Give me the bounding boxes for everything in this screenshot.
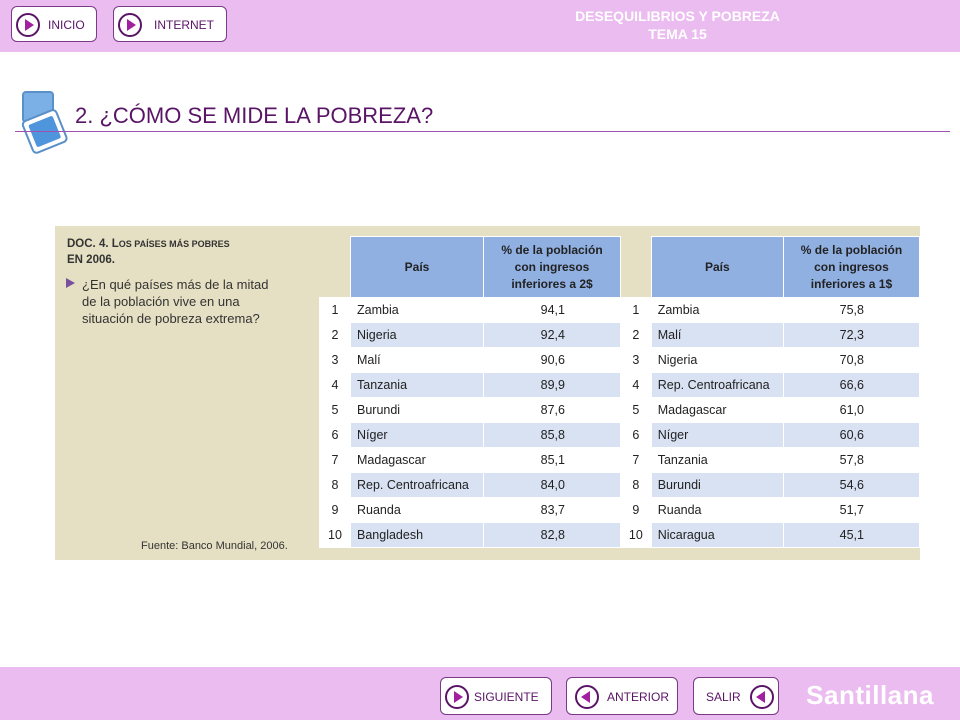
value-cell: 94,1 [484,298,621,323]
table-row [320,523,621,548]
anterior-label: ANTERIOR [607,690,670,704]
value-header: % de la población con ingresos inferiores a 2$ [484,237,621,298]
inicio-button[interactable] [11,6,97,42]
value-cell: 61,0 [783,398,919,423]
topic-name: DESEQUILIBRIOS Y POBREZA [575,8,780,24]
value-cell: 60,6 [783,423,919,448]
value-cell: 45,1 [783,523,919,548]
table-row [621,473,920,498]
rank-cell: 3 [320,348,351,373]
salir-label: SALIR [706,690,741,704]
country-cell: Nigeria [651,348,783,373]
salir-button[interactable] [693,677,779,715]
rank-cell: 1 [320,298,351,323]
value-cell: 57,8 [783,448,919,473]
country-cell: Zambia [651,298,783,323]
value-cell: 82,8 [484,523,621,548]
play-left-icon [575,685,599,709]
value-cell: 83,7 [484,498,621,523]
rank-cell: 5 [621,398,652,423]
topic-number: TEMA 15 [648,26,707,42]
document-title-smallcaps: OS PAÍSES MÁS POBRES [118,239,230,249]
rank-cell: 10 [320,523,351,548]
table-header-row [621,237,920,298]
triangle-bullet-icon [66,278,75,288]
document-source: Fuente: Banco Mundial, 2006. [141,540,288,552]
table-header-row [320,237,621,298]
table-row [621,423,920,448]
country-header: País [351,237,484,298]
topic-title [540,7,815,43]
country-cell: Malí [651,323,783,348]
poverty-table-2-dollars [319,236,621,548]
value-cell: 84,0 [484,473,621,498]
play-right-icon [118,13,142,37]
table-row [320,398,621,423]
value-cell: 85,8 [484,423,621,448]
rank-cell: 7 [320,448,351,473]
country-cell: Burundi [351,398,484,423]
table-row [320,498,621,523]
rank-header [320,237,351,298]
document-title [67,236,297,268]
document-question-text: ¿En qué países más de la mitad de la población vive en una situación de pobreza extrema? [82,277,269,326]
value-header: % de la población con ingresos inferiores a 1$ [783,237,919,298]
table-row [320,323,621,348]
santillana-logo: Santillana [806,680,934,710]
value-cell: 85,1 [484,448,621,473]
rank-cell: 7 [621,448,652,473]
country-cell: Malí [351,348,484,373]
rank-cell: 1 [621,298,652,323]
table-row [621,323,920,348]
country-header: País [651,237,783,298]
rank-cell: 6 [320,423,351,448]
play-left-icon [750,685,774,709]
rank-header [621,237,652,298]
title-divider [15,131,950,132]
rank-cell: 3 [621,348,652,373]
table-row [320,473,621,498]
country-cell: Nicaragua [651,523,783,548]
rank-cell: 6 [621,423,652,448]
table-row [621,373,920,398]
country-cell: Zambia [351,298,484,323]
table-row [621,523,920,548]
internet-button[interactable] [113,6,227,42]
table-row [621,348,920,373]
rank-cell: 5 [320,398,351,423]
rank-cell: 9 [621,498,652,523]
rank-cell: 2 [621,323,652,348]
table-row [320,373,621,398]
country-cell: Tanzania [651,448,783,473]
country-cell: Nigeria [351,323,484,348]
document-title-line2: EN 2006. [67,254,115,266]
table-row [320,423,621,448]
section-squares-icon [15,88,75,154]
rank-cell: 8 [621,473,652,498]
value-cell: 75,8 [783,298,919,323]
anterior-button[interactable] [566,677,678,715]
rank-cell: 8 [320,473,351,498]
table-row [621,398,920,423]
country-cell: Burundi [651,473,783,498]
table-row [320,348,621,373]
country-cell: Tanzania [351,373,484,398]
table-row [320,448,621,473]
table-row [621,298,920,323]
value-cell: 72,3 [783,323,919,348]
document-question [82,276,282,327]
value-cell: 70,8 [783,348,919,373]
rank-cell: 10 [621,523,652,548]
rank-cell: 2 [320,323,351,348]
country-cell: Rep. Centroafricana [351,473,484,498]
country-cell: Madagascar [651,398,783,423]
value-cell: 87,6 [484,398,621,423]
value-cell: 89,9 [484,373,621,398]
document-title-prefix: DOC. 4. L [67,238,119,250]
country-cell: Bangladesh [351,523,484,548]
rank-cell: 9 [320,498,351,523]
table-row [621,448,920,473]
country-cell: Ruanda [651,498,783,523]
rank-cell: 4 [621,373,652,398]
value-cell: 90,6 [484,348,621,373]
country-cell: Níger [651,423,783,448]
play-right-icon [16,13,40,37]
siguiente-label: SIGUIENTE [474,690,539,704]
country-cell: Rep. Centroafricana [651,373,783,398]
siguiente-button[interactable] [440,677,552,715]
table-row [320,298,621,323]
value-cell: 54,6 [783,473,919,498]
section-title: 2. ¿CÓMO SE MIDE LA POBREZA? [75,103,434,128]
country-cell: Ruanda [351,498,484,523]
internet-label: INTERNET [154,18,214,32]
table-row [621,498,920,523]
play-right-icon [445,685,469,709]
value-cell: 92,4 [484,323,621,348]
rank-cell: 4 [320,373,351,398]
document-figure [55,226,920,560]
value-cell: 66,6 [783,373,919,398]
country-cell: Níger [351,423,484,448]
inicio-label: INICIO [48,18,85,32]
value-cell: 51,7 [783,498,919,523]
country-cell: Madagascar [351,448,484,473]
poverty-table-1-dollar [620,236,920,548]
